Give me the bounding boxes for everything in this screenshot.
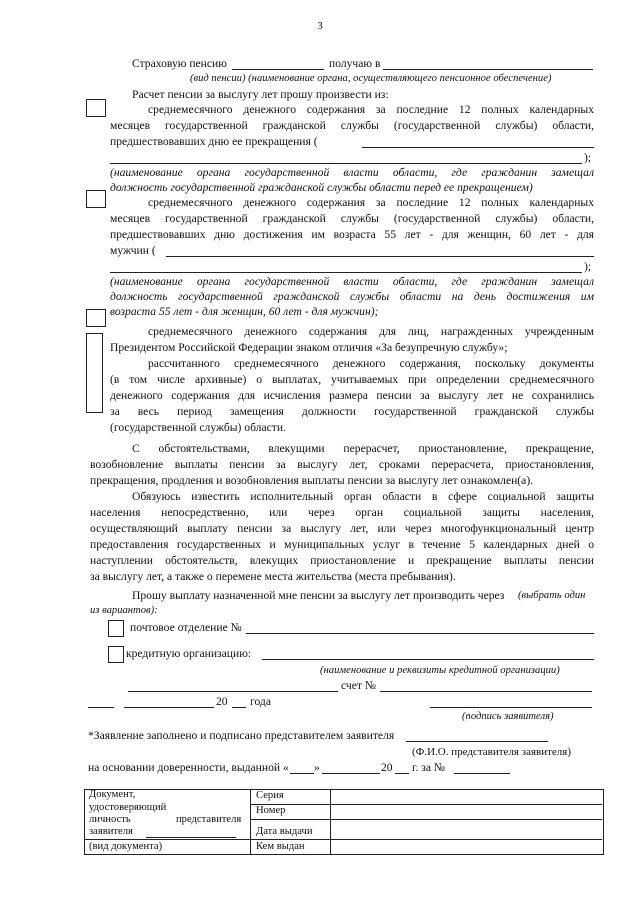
pension-type-field[interactable] xyxy=(232,69,324,70)
table-number-label: Номер xyxy=(256,805,286,816)
option4-line4: за весь период замещения должности государственной гражданской службы xyxy=(110,405,594,418)
signature-field[interactable] xyxy=(430,707,592,708)
option2-hint2: должность государственной гражданской службы области на день достижения им xyxy=(110,290,594,303)
date-year-word: года xyxy=(250,695,271,708)
option1-line3: предшествовавших дню ее прекращения ( xyxy=(110,135,318,148)
circumstances-line3: прекращения, продления и возобновления выплаты пенсии за выслугу лет ознакомлен(а). xyxy=(90,474,534,487)
option2-authority-field-a[interactable] xyxy=(166,256,594,257)
table-left-line3b: представителя xyxy=(176,814,242,825)
table-issued-by-value[interactable] xyxy=(332,840,600,853)
option1-hint1: (наименование органа государственной власти области, где гражданин замещал xyxy=(110,166,594,179)
post-office-field[interactable] xyxy=(246,633,594,634)
table-left-line3a: личность xyxy=(89,814,131,825)
table-left-line4: заявителя xyxy=(89,826,133,837)
representative-fio-field[interactable] xyxy=(406,741,548,742)
proxy-quote-close: » xyxy=(314,761,320,774)
table-document-type-field[interactable] xyxy=(146,837,236,838)
payment-hint2: из вариантов): xyxy=(90,605,158,616)
option4-line2: (в том числе архивные) о выплатах, учитываемых при определении среднемесячного xyxy=(110,373,594,386)
table-issue-date-label: Дата выдачи xyxy=(256,826,313,837)
post-office-checkbox[interactable] xyxy=(108,620,124,637)
post-office-label: почтовое отделение № xyxy=(130,621,242,634)
obligation-line5: наступлении обстоятельств, влекущих приостановление и прекращение выплаты пенсии xyxy=(90,554,594,567)
option3-checkbox[interactable] xyxy=(86,309,106,327)
proxy-month-field[interactable] xyxy=(322,773,380,774)
option2-hint1: (наименование органа государственной власти области, где гражданин замещал xyxy=(110,275,594,288)
circumstances-line2: возобновление выплаты пенсии за выслугу лет, сроками перерасчета, приостановления, xyxy=(90,458,594,471)
credit-org-field[interactable] xyxy=(262,659,594,660)
proxy-prefix: на основании доверенности, выданной « xyxy=(88,761,289,774)
proxy-year-field[interactable] xyxy=(395,773,409,774)
representative-line1: *Заявление заполнено и подписано представителем заявителя xyxy=(88,729,395,742)
option4-checkbox[interactable] xyxy=(86,333,103,413)
proxy-number-field[interactable] xyxy=(454,773,510,774)
page-number: 3 xyxy=(317,20,323,32)
option2-hint3: возраста 55 лет - для женщин, 60 лет - для мужчин); xyxy=(110,305,379,318)
representative-fio-hint: (Ф.И.О. представителя заявителя) xyxy=(412,746,572,758)
option1-checkbox[interactable] xyxy=(86,99,106,117)
date-year-field[interactable] xyxy=(232,707,246,708)
credit-org-field-2[interactable] xyxy=(128,691,338,692)
option4-line5: (государственной службы) области. xyxy=(110,421,286,434)
date-day-field[interactable] xyxy=(88,707,114,708)
option2-checkbox[interactable] xyxy=(86,190,106,208)
table-issue-date-value[interactable] xyxy=(332,820,600,838)
table-issued-by-label: Кем выдан xyxy=(256,841,305,852)
proxy-day-field[interactable] xyxy=(290,773,314,774)
obligation-line3: осуществляющий выплату пенсии за выслугу лет, или через многофункциональный центр xyxy=(90,522,594,535)
option2-line1: среднемесячного денежного содержания за последние 12 полных календарных xyxy=(148,196,594,209)
proxy-number-label: г. за № xyxy=(412,761,445,774)
option2-authority-field-b[interactable] xyxy=(110,272,582,273)
option4-line3: денежного содержания для исчисления размера пенсии за выслугу лет не сохранились xyxy=(110,389,594,402)
credit-org-hint: (наименование и реквизиты кредитной организации) xyxy=(320,665,560,676)
option1-authority-field-b[interactable] xyxy=(110,163,582,164)
table-series-value[interactable] xyxy=(332,790,600,803)
date-month-field[interactable] xyxy=(124,707,214,708)
credit-org-checkbox[interactable] xyxy=(108,646,124,663)
option2-end: ); xyxy=(584,260,592,273)
pension-authority-field[interactable] xyxy=(383,69,593,70)
obligation-line6: за выслугу лет, а также о перемене места жительства (места пребывания). xyxy=(90,570,456,583)
option1-hint2: должность государственной гражданской службы области перед ее прекращением) xyxy=(110,181,533,194)
pension-hint: (вид пенсии) (наименование органа, осуществляющего пенсионное обеспечение) xyxy=(190,73,552,84)
credit-org-label: кредитную организацию: xyxy=(126,647,252,660)
option1-line2: месяцев государственной гражданской службы (государственной службы) области, xyxy=(110,119,594,132)
circumstances-line1: С обстоятельствами, влекущими перерасчет, приостановление, прекращение, xyxy=(132,442,594,455)
option3-line2: Президентом Российской Федерации знаком отличия «За безупречную службу»; xyxy=(110,341,508,354)
document-table xyxy=(84,789,604,855)
signature-hint: (подпись заявителя) xyxy=(462,711,554,722)
proxy-year-prefix: 20 xyxy=(381,761,393,774)
option2-line4: мужчин ( xyxy=(110,244,156,257)
obligation-line4: предоставления государственных и муниципальных услуг в течение 5 календарных дней о xyxy=(90,538,594,551)
pension-middle: получаю в xyxy=(329,57,381,70)
account-field[interactable] xyxy=(380,691,592,692)
obligation-line2: населения непосредственно, или через орган социальной защиты населения, xyxy=(90,506,594,519)
option2-line2: месяцев государственной гражданской службы (государственной службы) области, xyxy=(110,212,594,225)
calc-intro: Расчет пенсии за выслугу лет прошу произвести из: xyxy=(132,88,389,101)
table-series-label: Серия xyxy=(256,790,284,801)
pension-prefix: Страховую пенсию xyxy=(132,57,227,70)
option2-line3: предшествовавших дню достижения им возраста 55 лет - для женщин, 60 лет - для xyxy=(110,228,594,241)
payment-hint1: (выбрать один xyxy=(518,590,586,601)
account-label: счет № xyxy=(341,679,376,692)
option3-line1: среднемесячного денежного содержания для лиц, награжденных учрежденным xyxy=(148,325,594,338)
payment-line1: Прошу выплату назначенной мне пенсии за выслугу лет производить через xyxy=(132,589,505,602)
obligation-line1: Обязуюсь известить исполнительный орган области в сфере социальной защиты xyxy=(132,490,594,503)
option1-line1: среднемесячного денежного содержания за последние 12 полных календарных xyxy=(148,103,594,116)
table-left-line2: удостоверяющий xyxy=(89,802,167,813)
table-number-value[interactable] xyxy=(332,805,600,818)
option1-authority-field-a[interactable] xyxy=(362,147,594,148)
table-left-line1: Документ, xyxy=(89,789,136,800)
date-year-prefix: 20 xyxy=(216,695,228,708)
option4-line1: рассчитанного среднемесячного денежного содержания, поскольку документы xyxy=(148,357,594,370)
option1-end: ); xyxy=(584,151,592,164)
table-left-line5: (вид документа) xyxy=(89,841,163,852)
